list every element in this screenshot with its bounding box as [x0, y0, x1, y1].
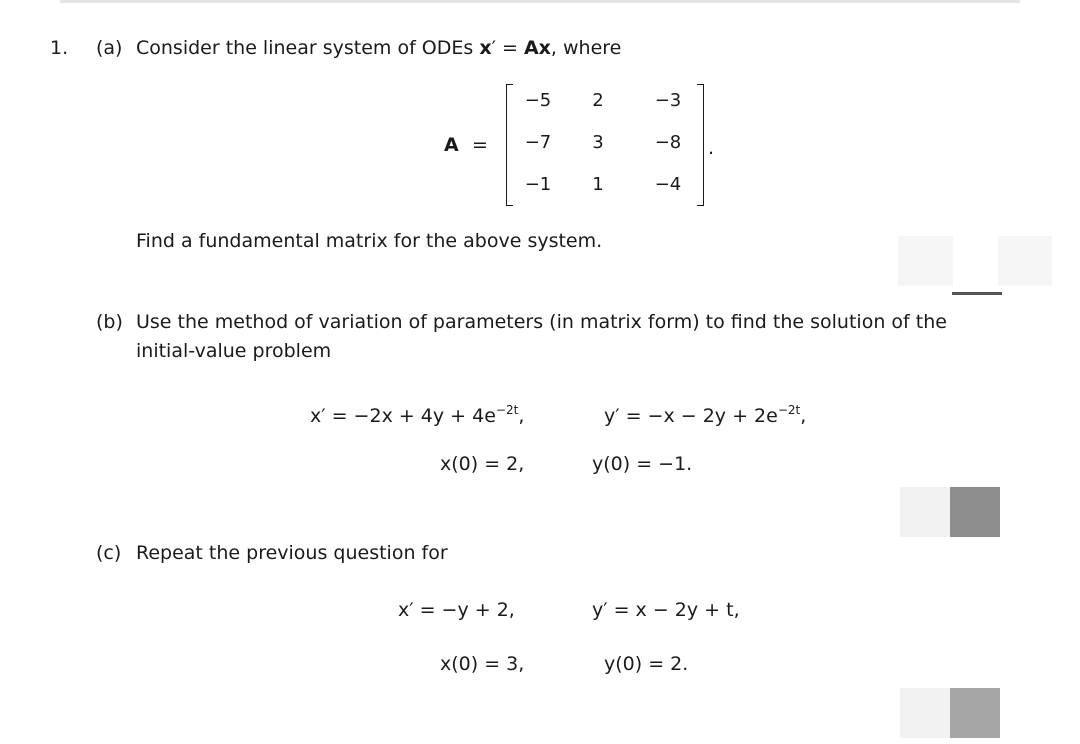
part-a-label: (a)	[96, 37, 123, 59]
matrix-cell: −4	[654, 174, 682, 195]
part-c-eq1: x′ = −y + 2,	[398, 599, 515, 621]
matrix-cell: 3	[592, 132, 604, 153]
part-b-eq1-body: x′ = −2x + 4y + 4e	[310, 405, 496, 427]
part-b-eq1	[310, 398, 524, 428]
problem-number: 1.	[50, 37, 69, 59]
part-b-eq2-exponent: −2t	[777, 403, 801, 417]
redaction-block	[950, 688, 1000, 738]
matrix-a	[500, 84, 710, 206]
part-c-eq2: y′ = x − 2y + t,	[592, 599, 740, 621]
eq-equals: =	[501, 37, 518, 59]
part-b-eq2	[604, 398, 806, 428]
matrix-cell: −7	[524, 132, 552, 153]
matrix-equals: =	[472, 134, 488, 156]
matrix-cell: 2	[592, 90, 604, 111]
matrix-cell: −1	[524, 174, 552, 195]
part-b-line2: initial-value problem	[136, 340, 332, 362]
redaction-smudge	[900, 688, 950, 738]
redaction-block	[950, 487, 1000, 537]
part-b-eq2-tail: ,	[800, 405, 807, 427]
redaction-smudge	[998, 236, 1052, 286]
redaction-mark	[952, 292, 1002, 295]
matrix-cell: −8	[654, 132, 682, 153]
top-rule	[60, 0, 1020, 3]
part-b-eq2-body: y′ = −x − 2y + 2e	[604, 405, 778, 427]
eq-prime: ′	[491, 37, 496, 59]
matrix-name: A	[444, 134, 459, 156]
part-c-ic1: x(0) = 3,	[440, 653, 525, 675]
part-c-text: Repeat the previous question for	[136, 542, 448, 564]
part-b-line1: Use the method of variation of parameters (in matrix form) to find the solution of the	[136, 311, 947, 333]
part-b-ic1: x(0) = 2,	[440, 453, 525, 475]
eq-where: , where	[550, 37, 622, 59]
matrix-cell: −5	[524, 90, 552, 111]
eq-lhs: x	[479, 37, 492, 59]
part-a-question: Find a fundamental matrix for the above system.	[136, 230, 603, 252]
part-c-label: (c)	[96, 542, 122, 564]
matrix-cell: −3	[654, 90, 682, 111]
eq-rhs: Ax	[523, 37, 551, 59]
matrix-trailer: .	[708, 137, 715, 159]
part-c-ic2: y(0) = 2.	[604, 653, 689, 675]
matrix-left-bracket	[506, 84, 513, 206]
part-b-eq1-tail: ,	[518, 405, 525, 427]
matrix-cell: 1	[592, 174, 604, 195]
part-a-intro: Consider the linear system of ODEs	[136, 37, 474, 59]
part-b-label: (b)	[96, 311, 123, 333]
part-b-eq1-exponent: −2t	[495, 403, 519, 417]
part-b-ic2: y(0) = −1.	[592, 453, 693, 475]
redaction-smudge	[900, 487, 950, 537]
redaction-smudge	[898, 236, 953, 286]
part-a-statement	[136, 36, 621, 60]
matrix-right-bracket	[697, 84, 704, 206]
